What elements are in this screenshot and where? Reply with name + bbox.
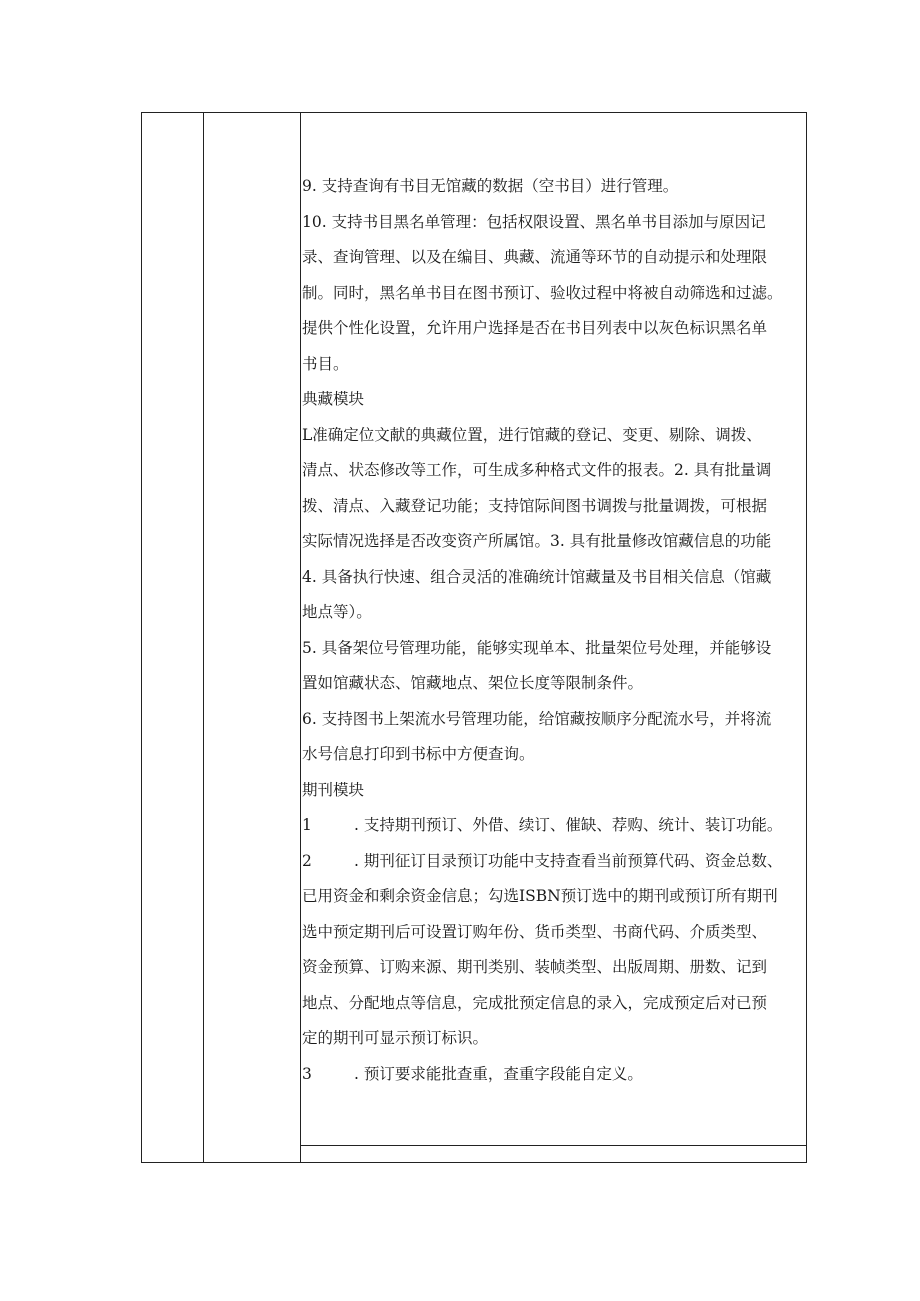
line-text: 提供个性化设置，允许用户选择是否在书目列表中以灰色标识黑名单	[302, 319, 768, 337]
text-line	[302, 986, 806, 1022]
line-text: 定的期刊可显示预订标识。	[302, 1029, 489, 1047]
text-line	[302, 311, 806, 347]
item-text: . 期刊征订目录预订功能中支持查看当前预算代码、资金总数、	[354, 851, 783, 870]
text-line	[302, 240, 806, 276]
line-text: 6. 支持图书上架流水号管理功能，给馆藏按顺序分配流水号，并将流	[302, 709, 772, 728]
text-line	[302, 382, 806, 418]
text-line	[302, 631, 806, 667]
text-line	[302, 844, 806, 880]
text-line	[302, 169, 806, 205]
line-text: 制。同时，黑名单书目在图书预订、验收过程中将被自动筛选和过滤。	[302, 283, 783, 302]
line-text: 水号信息打印到书标中方便查询。	[302, 745, 535, 763]
line-text: 4. 具备执行快速、组合灵活的准确统计馆藏量及书目相关信息（馆藏	[302, 567, 772, 586]
text-line	[302, 205, 806, 241]
text-line	[302, 276, 806, 312]
line-text: 5. 具备架位号管理功能，能够实现单本、批量架位号处理，并能够设	[302, 638, 772, 657]
text-line	[302, 453, 806, 489]
column-divider-2	[300, 113, 301, 1162]
line-text: 地点等）。	[302, 603, 372, 621]
text-line	[302, 702, 806, 738]
text-line	[302, 950, 806, 986]
content-cell	[302, 169, 806, 1092]
item-text: . 支持期刊预订、外借、续订、催缺、荐购、统计、装订功能。	[354, 816, 783, 834]
text-line	[302, 737, 806, 773]
text-line	[302, 1021, 806, 1057]
item-text: . 预订要求能批查重，查重字段能自定义。	[354, 1064, 643, 1083]
text-line	[302, 560, 806, 596]
column-divider-1	[203, 113, 204, 1162]
line-text: L准确定位文献的典藏位置，进行馆藏的登记、变更、剔除、调拨、	[302, 425, 762, 444]
text-line	[302, 773, 806, 809]
line-text: 选中预定期刊后可设置订购年份、货币类型、书商代码、介质类型、	[302, 922, 768, 941]
line-text: 录、查询管理、以及在编目、典藏、流通等环节的自动提示和处理限	[302, 248, 768, 266]
text-line	[302, 808, 806, 844]
text-line	[302, 879, 806, 915]
item-number: 2	[302, 851, 312, 870]
text-line	[302, 489, 806, 525]
text-line	[302, 1057, 806, 1093]
line-text: 典藏模块	[302, 390, 365, 408]
text-line	[302, 524, 806, 560]
line-text: 已用资金和剩余资金信息；勾选ISBN预订选中的期刊或预订所有期刊	[302, 887, 778, 905]
text-line	[302, 595, 806, 631]
line-text: 清点、状态修改等工作，可生成多种格式文件的报表。2. 具有批量调	[302, 461, 772, 479]
inner-bottom-rule	[301, 1145, 806, 1146]
line-text: 9. 支持查询有书目无馆藏的数据（空书目）进行管理。	[302, 177, 679, 195]
line-text: 书目。	[302, 354, 349, 373]
text-line	[302, 347, 806, 383]
item-number: 3	[302, 1064, 312, 1083]
line-text: 实际情况选择是否改变资产所属馆。3. 具有批量修改馆藏信息的功能	[302, 532, 772, 550]
line-text: 拨、清点、入藏登记功能；支持馆际间图书调拨与批量调拨，可根据	[302, 496, 768, 515]
line-text: 10. 支持书目黑名单管理：包括权限设置、黑名单书目添加与原因记	[302, 212, 766, 231]
line-text: 资金预算、订购来源、期刊类别、装帧类型、出版周期、册数、记到	[302, 958, 768, 976]
text-line	[302, 666, 806, 702]
line-text: 地点、分配地点等信息，完成批预定信息的录入，完成预定后对已预	[302, 993, 768, 1012]
text-line	[302, 418, 806, 454]
text-line	[302, 915, 806, 951]
item-number: 1	[302, 816, 312, 834]
line-text: 置如馆藏状态、馆藏地点、架位长度等限制条件。	[302, 674, 644, 692]
line-text: 期刊模块	[302, 780, 365, 799]
document-table	[141, 112, 807, 1163]
